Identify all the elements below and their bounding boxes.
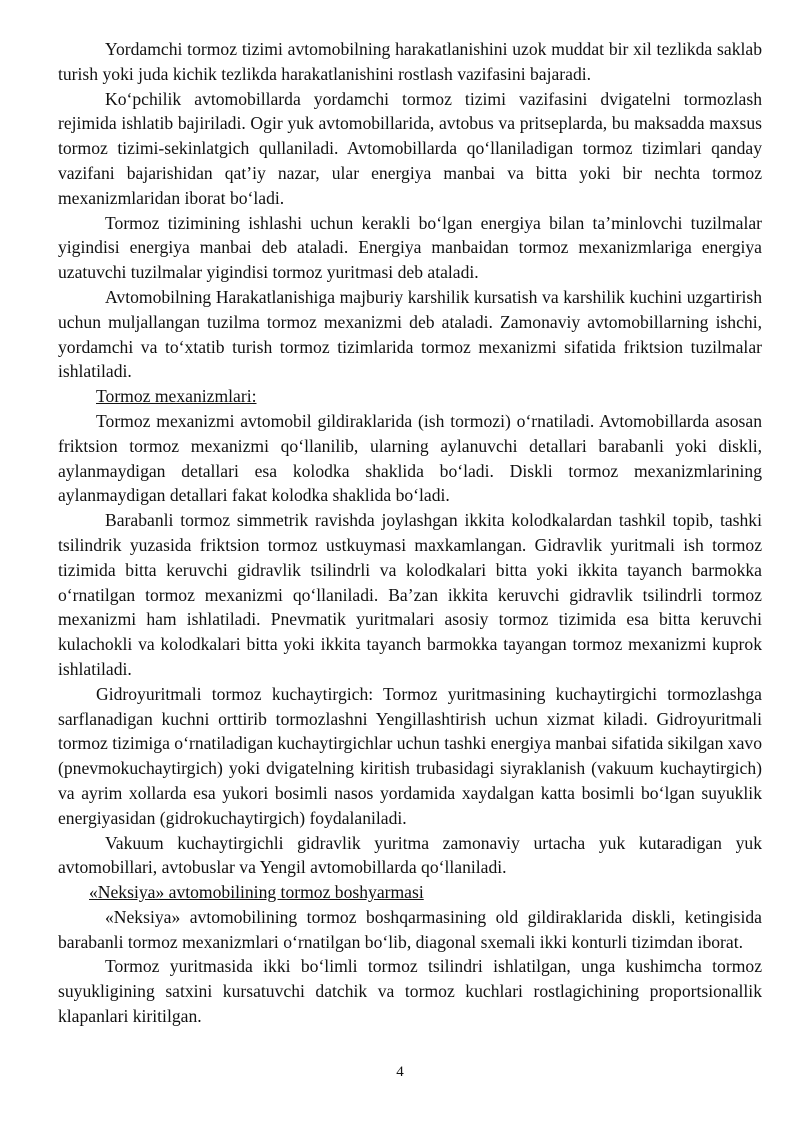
heading-brake-mechanisms: Tormoz mexanizmlari: <box>96 386 257 407</box>
paragraph-energy-source: Tormoz tizimining ishlashi uchun kerakli boʻlgan energiya bilan taʼminlovchi tuzilmalar yigindisi energiya manbai deb ataladi. Energiya manbaidan tormoz mexanizmlariga energiya uzatuvchi tuzilmalar yigindisi tormoz yuritmasi deb ataladi. <box>58 212 762 283</box>
paragraph-engine-braking: Koʻpchilik avtomobillarda yordamchi tormoz tizimi vazifasini dvigatelni tormozlash rejimida ishlatib bajiriladi. Ogir yuk avtomobillarida, avtobus va pritseplarda, bu maksadda maxsus tormoz tizimi-sekinlatgich qullaniladi. Avtomobillarda qoʻllaniladigan tormoz tizimlari qanday vazifani bajarishidan qatʼiy nazar, ular energiya manbai va bitta yoki bir nechta tormoz mexanizmlaridan iborat boʻladi. <box>58 88 762 208</box>
page-number: 4 <box>396 1064 404 1080</box>
paragraph-nexia-layout: «Neksiya» avtomobilining tormoz boshqarmasining old gildiraklarida diskli, ketingisida barabanli tormoz mexanizmlari oʻrnatilgan boʻlib, diagonal sxemali ikki konturli tizimdan iborat. <box>58 906 762 952</box>
paragraph-friction-brakes: Tormoz mexanizmi avtomobil gildiraklarida (ish tormozi) oʻrnatiladi. Avtomobillarda asosan friktsion tormoz mexanizmi qoʻllanilib, ularning aylanuvchi detallari barabanli yoki diskli, aylanmaydigan detallari esa kolodka shaklida boʻladi. Diskli tormoz mexanizmlarining aylanmaydigan detallari fakat kolodka shaklida boʻladi. <box>58 410 762 506</box>
paragraph-brake-mechanism: Avtomobilning Harakatlanishiga majburiy karshilik kursatish va karshilik kuchini uzgartirish uchun muljallangan tuzilma tormoz mexanizmi deb ataladi. Zamonaviy avtomobillarning ishchi, yordamchi va toʻxtatib turish tormoz tizimlarida tormoz mexanizmi sifatida friktsion tuzilmalar ishlatiladi. <box>58 286 762 382</box>
paragraph-drum-brake: Barabanli tormoz simmetrik ravishda joylashgan ikkita kolodkalardan tashkil topib, tashki tsilindrik yuzasida friktsion tormoz ustkuymasi maxkamlangan. Gidravlik yuritmali ish tormoz tizimida bitta keruvchi gidravlik tsilindrli va kolodkalari bitta yoki ikkita tayanch barmokka oʻrnatilgan tormoz mexanizmi qoʻllaniladi. Baʼzan ikkita keruvchi gidravlik tsilindrli tormoz mexanizmi ham ishlatiladi. Pnevmatik yuritmalari asosiy tormoz tizimida esa bitta keruvchi kulachokli va kolodkalari bitta yoki ikkita tayanch barmokka tayangan tormoz mexanizmi kuprok ishlatiladi. <box>58 510 762 679</box>
paragraph-vacuum-booster: Vakuum kuchaytirgichli gidravlik yuritma zamonaviy urtacha yuk kutaradigan yuk avtomobillari, avtobuslar va Yengil avtomobillarda qoʻllaniladi. <box>58 832 762 878</box>
paragraph-master-cylinder: Tormoz yuritmasida ikki boʻlimli tormoz tsilindri ishlatilgan, unga kushimcha tormoz suyukligining satxini kursatuvchi datchik va tormoz kuchlari rostlagichining proportsionallik klapanlari kiritilgan. <box>58 956 762 1027</box>
paragraph-auxiliary-brake: Yordamchi tormoz tizimi avtomobilning harakatlanishini uzok muddat bir xil tezlikda saklab turish yoki juda kichik tezlikda harakatlanishini rostlash vazifasini bajaradi. <box>58 39 762 84</box>
heading-nexia-brakes: «Neksiya» avtomobilining tormoz boshyarmasi <box>89 882 424 903</box>
page-body <box>58 37 762 1029</box>
paragraph-hydraulic-booster: Gidroyuritmali tormoz kuchaytirgich: Tormoz yuritmasining kuchaytirgichi tormozlashga sarflanadigan kuchni orttirib tormozlashni Yengillashtirish uchun xizmat kiladi. Gidroyuritmali tormoz tizimiga oʻrnatiladigan kuchaytirgichlar uchun tashki energiya manbai sifatida sikilgan xavo (pnevmokuchaytirgich) yoki dvigatelning kiritish trubasidagi siyraklanish (vakuum kuchaytirgich) va ayrim xollarda esa yukori bosimli nasos yordamida xaydalgan katta bosimli boʻlgan suyuklik energiyasidan (gidrokuchaytirgich) foydalaniladi. <box>58 683 762 828</box>
